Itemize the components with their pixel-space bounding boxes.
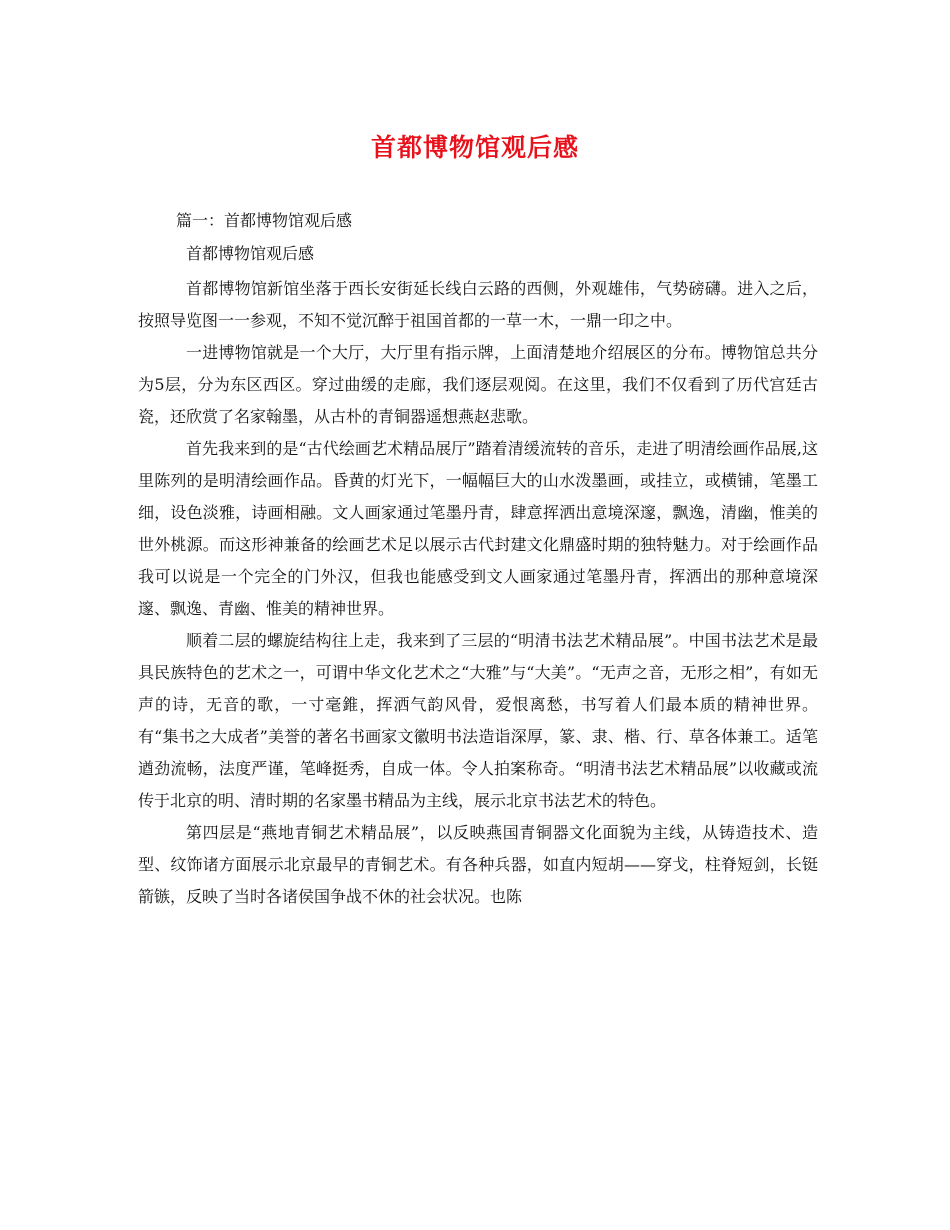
paragraph-3: 首先我来到的是“古代绘画艺术精品展厅”踏着清缓流转的音乐，走进了明清绘画作品展,这里陈列的是明清绘画作品。昏黄的灯光下，一幅幅巨大的山水泼墨画，或挂立，或横铺，笔墨工细，设色淡雅，诗画相融。文人画家通过笔墨丹青，肆意挥洒出意境深邃，飘逸，清幽，惟美的世外桃源。而这形神兼备的绘画艺术足以展示古代封建文化鼎盛时期的独特魅力。对于绘画作品我可以说是一个完全的门外汉，但我也能感受到文人画家通过笔墨丹青，挥洒出的那种意境深邃、飘逸、青幽、惟美的精神世界。 — [138, 439, 818, 618]
document-title: 首都博物馆观后感 — [370, 133, 579, 162]
article-subheading: 首都博物馆观后感 — [186, 244, 315, 263]
paragraph-4: 顺着二层的螺旋结构往上走，我来到了三层的“明清书法艺术精品展”。中国书法艺术是最具民族特色的艺术之一，可谓中华文化艺术之“大雅”与“大美”。“无声之音，无形之相”，有如无声的诗，无音的歌，一寸毫錐，挥洒气韵风骨，爱恨离愁，书写着人们最本质的精神世界。有“集书之大成者”美誉的著名书画家文徽明书法造诣深厚，篆、隶、楷、行、草各体兼工。适笔遒劲流畅，法度严谨，笔峰挺秀，自成一体。令人拍案称奇。“明清书法艺术精品展”以收藏或流传于北京的明、清时期的名家墨书精品为主线，展示北京书法艺术的特色。 — [138, 631, 818, 810]
section-heading: 篇一：首都博物馆观后感 — [176, 211, 353, 230]
paragraph-1: 首都博物馆新馆坐落于西长安街延长线白云路的西侧，外观雄伟，气势磅礴。进入之后，按照导览图一一参观，不知不觉沉醉于祖国首都的一草一木，一鼎一印之中。 — [138, 279, 818, 330]
paragraph-5: 第四层是“燕地青铜艺术精品展”，以反映燕国青铜器文化面貌为主线，从铸造技术、造型、纹饰诸方面展示北京最早的青铜艺术。有各种兵器，如直内短胡——穿戈，柱脊短剑，长铤箭镞，反映了当时各诸侯国争战不休的社会状况。也陈 — [138, 823, 818, 906]
article-body — [138, 273, 818, 913]
paragraph-2: 一进博物馆就是一个大厅，大厅里有指示牌，上面清楚地介绍展区的分布。博物馆总共分为5层，分为东区西区。穿过曲缓的走廊，我们逐层观阅。在这里，我们不仅看到了历代宫廷古瓷，还欣赏了名家翰墨，从古朴的青铜器遥想燕赵悲歌。 — [138, 343, 818, 426]
